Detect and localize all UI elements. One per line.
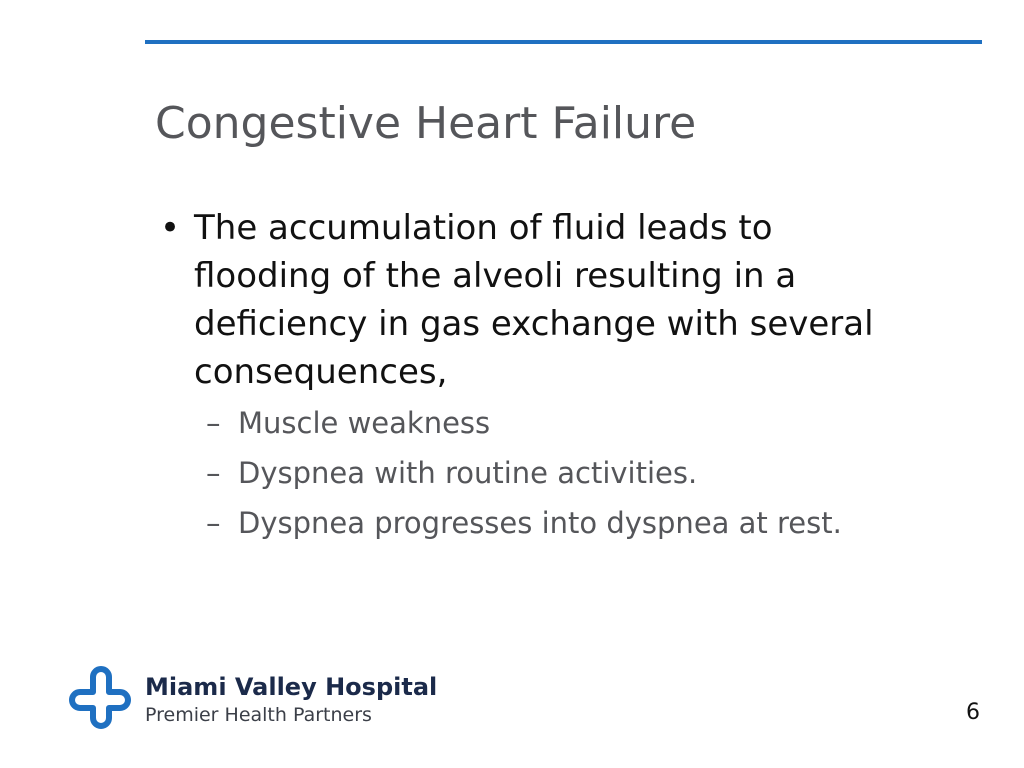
sub-bullet-text: Dyspnea progresses into dyspnea at rest. xyxy=(238,506,842,540)
page-number: 6 xyxy=(966,700,980,725)
hospital-subtitle: Premier Health Partners xyxy=(145,704,372,726)
bullet-item xyxy=(160,204,920,396)
cross-loop-logo-icon xyxy=(68,662,132,730)
sub-bullet-marker: – xyxy=(206,406,221,440)
sub-bullet-marker: – xyxy=(206,506,221,540)
sub-bullet-text: Dyspnea with routine activities. xyxy=(238,456,698,490)
top-accent-rule xyxy=(145,40,982,44)
sub-bullet-item xyxy=(160,498,920,548)
hospital-name: Miami Valley Hospital xyxy=(145,673,438,701)
sub-bullet-item xyxy=(160,448,920,498)
bullet-marker: • xyxy=(160,208,181,248)
hospital-logo-text xyxy=(145,672,437,728)
sub-bullet-text: Muscle weakness xyxy=(238,406,491,440)
slide-content xyxy=(160,204,920,548)
sub-bullet-item xyxy=(160,398,920,448)
slide-title: Congestive Heart Failure xyxy=(155,98,697,149)
sub-bullet-list xyxy=(160,398,920,548)
sub-bullet-marker: – xyxy=(206,456,221,490)
bullet-text: The accumulation of fluid leads to flooding of the alveoli resulting in a deficiency in gas exchange with several consequences, xyxy=(194,208,874,392)
